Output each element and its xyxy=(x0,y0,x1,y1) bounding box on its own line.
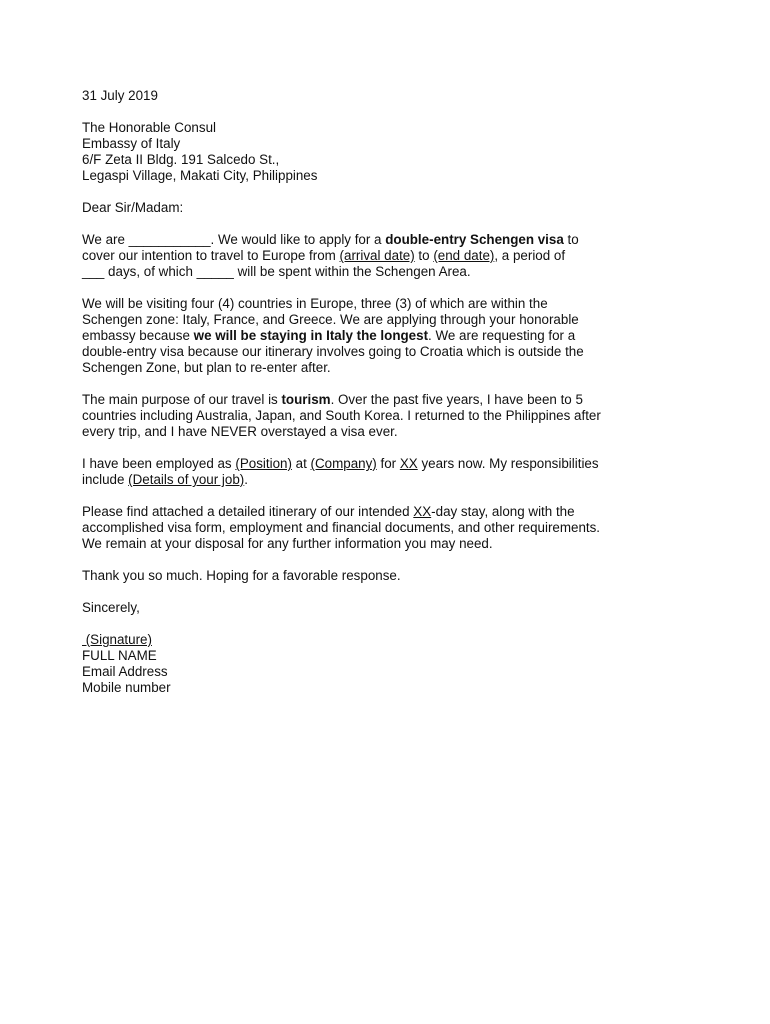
employment-text: for xyxy=(376,456,400,471)
paragraph-thanks xyxy=(82,568,682,584)
purpose-text: . Over the past five years, I have been to 5 xyxy=(330,392,583,407)
recipient-line-4: Legaspi Village, Makati City, Philippines xyxy=(82,168,318,183)
intro-line-2 xyxy=(82,248,682,264)
countries-line-2: Schengen zone: Italy, France, and Greece. We are applying through your honorable xyxy=(82,312,579,327)
purpose-line-3: every trip, and I have NEVER overstayed a visa ever. xyxy=(82,424,398,439)
closing xyxy=(82,600,682,616)
recipient-line-3: 6/F Zeta II Bldg. 191 Salcedo St., xyxy=(82,152,280,167)
arrival-date-placeholder: (arrival date) xyxy=(339,248,415,263)
closing-text: Sincerely, xyxy=(82,600,140,615)
job-details-placeholder: (Details of your job) xyxy=(128,472,245,487)
letter-page xyxy=(82,88,682,696)
signature-placeholder: (Signature) xyxy=(82,632,152,647)
intro-text: We are ___________. We would like to apply for a xyxy=(82,232,386,247)
attachments-line-1 xyxy=(82,504,682,520)
years-placeholder: XX xyxy=(399,456,418,471)
recipient-address xyxy=(82,120,682,184)
paragraph-employment xyxy=(82,456,682,488)
attachments-line-2: accomplished visa form, employment and financial documents, and other requirements. xyxy=(82,520,601,535)
purpose-text: The main purpose of our travel is xyxy=(82,392,282,407)
recipient-line-1: The Honorable Consul xyxy=(82,120,216,135)
intro-text: to xyxy=(414,248,434,263)
paragraph-countries xyxy=(82,296,682,376)
intro-line-3: ___ days, of which _____ will be spent within the Schengen Area. xyxy=(82,264,471,279)
intro-text: , a period of xyxy=(494,248,566,263)
salutation-text: Dear Sir/Madam: xyxy=(82,200,184,215)
countries-line-3 xyxy=(82,328,682,344)
countries-line-4: double-entry visa because our itinerary involves going to Croatia which is outside the xyxy=(82,344,584,359)
employment-line-1 xyxy=(82,456,682,472)
countries-line-1: We will be visiting four (4) countries in Europe, three (3) of which are within the xyxy=(82,296,548,311)
stay-days-placeholder: XX xyxy=(413,504,432,519)
intro-text: cover our intention to travel to Europe from xyxy=(82,248,340,263)
attachments-line-3: We remain at your disposal for any further information you may need. xyxy=(82,536,493,551)
italy-longest-emphasis: we will be staying in Italy the longest xyxy=(193,328,429,343)
paragraph-attachments xyxy=(82,504,682,552)
attachments-text: -day stay, along with the xyxy=(431,504,575,519)
intro-line-1 xyxy=(82,232,682,248)
end-date-placeholder: (end date) xyxy=(433,248,495,263)
employment-text: include xyxy=(82,472,129,487)
salutation xyxy=(82,200,682,216)
tourism-emphasis: tourism xyxy=(281,392,331,407)
company-placeholder: (Company) xyxy=(310,456,377,471)
employment-text: I have been employed as xyxy=(82,456,236,471)
purpose-line-2: countries including Australia, Japan, and South Korea. I returned to the Philippines after xyxy=(82,408,601,423)
paragraph-intro xyxy=(82,232,682,280)
countries-text: embassy because xyxy=(82,328,194,343)
thanks-text: Thank you so much. Hoping for a favorable response. xyxy=(82,568,401,583)
email-placeholder: Email Address xyxy=(82,664,168,679)
intro-text: to xyxy=(563,232,579,247)
visa-type-emphasis: double-entry Schengen visa xyxy=(385,232,564,247)
date-text: 31 July 2019 xyxy=(82,88,158,103)
signature-block xyxy=(82,632,682,696)
countries-line-5: Schengen Zone, but plan to re-enter after. xyxy=(82,360,331,375)
employment-text: . xyxy=(244,472,248,487)
employment-line-2 xyxy=(82,472,682,488)
position-placeholder: (Position) xyxy=(235,456,292,471)
countries-text: . We are requesting for a xyxy=(428,328,576,343)
employment-text: at xyxy=(291,456,311,471)
employment-text: years now. My responsibilities xyxy=(417,456,599,471)
purpose-line-1 xyxy=(82,392,682,408)
attachments-text: Please find attached a detailed itinerary of our intended xyxy=(82,504,414,519)
letter-date xyxy=(82,88,682,104)
full-name-placeholder: FULL NAME xyxy=(82,648,157,663)
paragraph-purpose xyxy=(82,392,682,440)
recipient-line-2: Embassy of Italy xyxy=(82,136,181,151)
mobile-placeholder: Mobile number xyxy=(82,680,171,695)
